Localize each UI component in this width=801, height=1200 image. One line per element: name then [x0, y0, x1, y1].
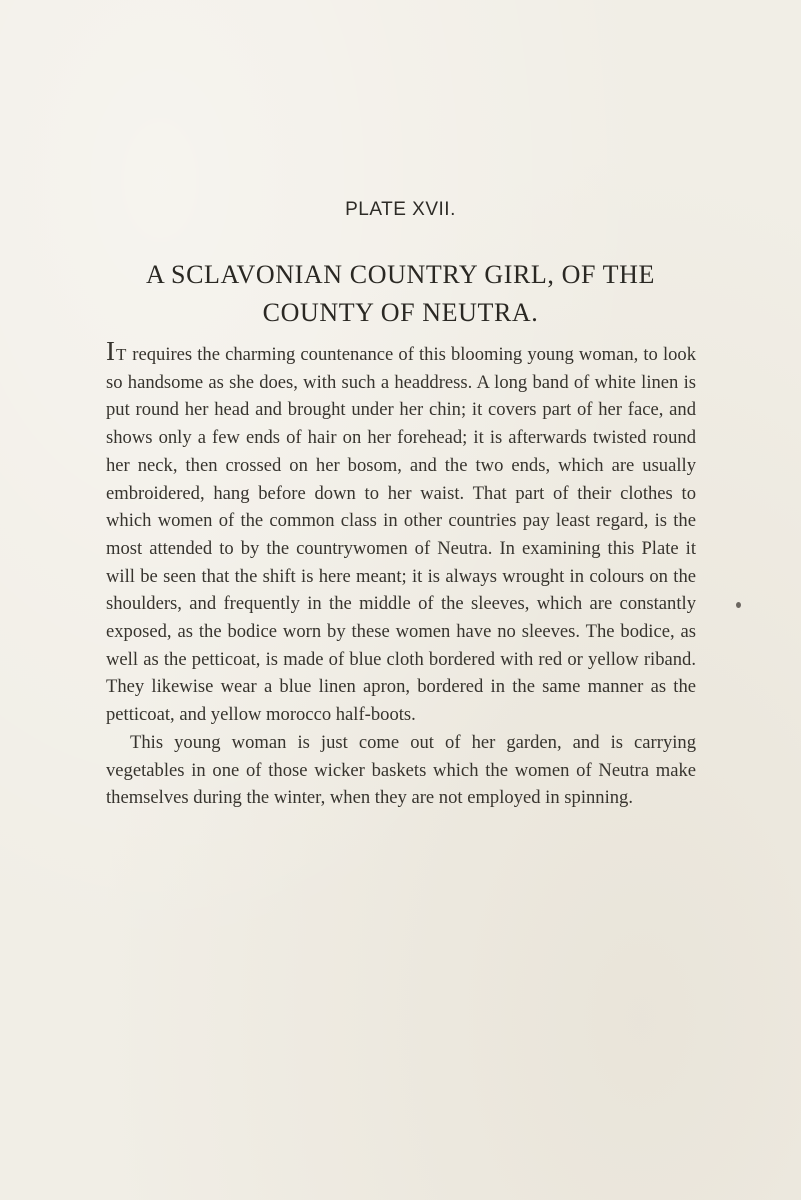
title-line-1: A SCLAVONIAN COUNTRY GIRL, OF THE — [145, 260, 656, 289]
drop-cap: I — [106, 336, 116, 366]
page-title — [40, 256, 761, 332]
paragraph-1 — [106, 338, 696, 729]
paragraph-2 — [106, 729, 696, 812]
plate-number: PLATE XVII. — [345, 199, 456, 220]
ink-speck — [736, 602, 741, 608]
paragraph-1-text: requires the charming countenance of this blooming young woman, to look so handsome as she does, with such a headdress. A long band of white linen is put round her head and brought under her chin; it covers part of her face, and shows only a few ends of hair on her forehead; it is afterwards twisted round her neck, then crossed on her bosom, and the two ends, which are usually embroidered, hang before down to her waist. That part of their clothes to which women of the common class in other countries pay least regard, is the most attended to by the countrywomen of Neutra. In examining this Plate it will be seen that the shift is here meant; it is always wrought in colours on the shoulders, and frequently in the middle of the sleeves, which are constantly exposed, as the bodice worn by these women have no sleeves. The bodice, as well as the petticoat, is made of blue cloth bordered with red or yellow riband. They likewise wear a blue linen apron, bordered in the same manner as the petticoat, and yellow morocco half-boots. — [106, 344, 696, 726]
title-line-2: COUNTY OF NEUTRA. — [262, 298, 539, 327]
small-cap: T — [116, 345, 128, 364]
paragraph-2-text: This young woman is just come out of her garden, and is carrying vegetables in one of those wicker baskets which the women of Neutra make themselves during the winter, when they are not employed in spinning. — [106, 731, 696, 809]
body-text — [106, 338, 696, 812]
